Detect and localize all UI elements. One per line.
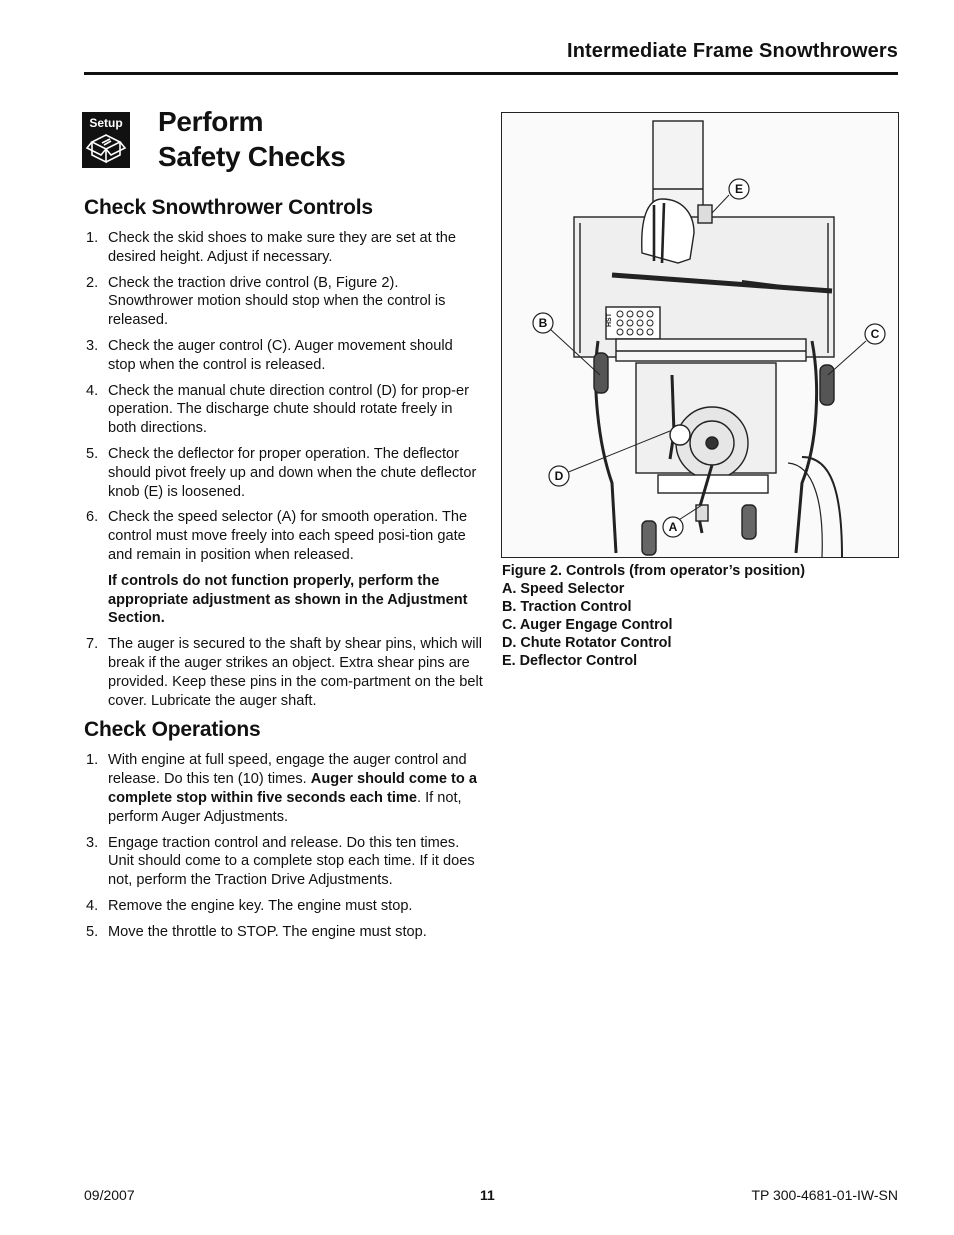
list-text: Check the skid shoes to make sure they are set at the desired height. Adjust if necessary. — [108, 230, 456, 265]
snowthrower-controls-illustration — [502, 113, 898, 557]
list-item — [84, 897, 484, 916]
controls-checklist — [84, 229, 484, 565]
list-text: Check the deflector for proper operation. The deflector should pivot freely up and down when the chute deflector knob (E) is loosened. — [108, 445, 477, 500]
page-title — [158, 104, 346, 174]
setup-icon-label: Setup — [89, 116, 123, 130]
list-text-bold: Auger should come to a complete stop within five seconds each time — [108, 771, 478, 806]
callout-a: A — [668, 520, 678, 534]
panel-label: HST — [606, 313, 613, 327]
operations-section — [84, 718, 484, 941]
list-number: 4. — [86, 382, 99, 399]
list-number: 2. — [86, 274, 99, 291]
list-text: Check the manual chute direction control (D) for prop-er operation. The discharge chute should rotate freely in both directions. — [108, 382, 469, 437]
list-number: 3. — [86, 834, 99, 851]
section-heading-controls: Check Snowthrower Controls — [84, 196, 373, 219]
operations-checklist — [84, 751, 484, 941]
callout-d: D — [554, 469, 564, 483]
page-number: 11 — [480, 1187, 495, 1203]
list-item — [84, 834, 484, 890]
list-item — [84, 229, 484, 267]
list-text: With engine at full speed, engage the auger control and release. Do this ten (10) times. — [108, 752, 467, 788]
list-item — [84, 445, 484, 501]
list-number: 5. — [86, 445, 99, 462]
list-number: 4. — [86, 897, 99, 914]
running-header: Intermediate Frame Snowthrowers — [567, 40, 898, 62]
left-column — [84, 196, 484, 949]
section-heading-operations: Check Operations — [84, 718, 261, 742]
caption-line-b: B. Traction Control — [502, 599, 632, 615]
list-number: 6. — [86, 509, 99, 526]
list-number: 1. — [86, 230, 99, 246]
adjustment-note: If controls do not function properly, perform the appropriate adjustment as shown in the Adjustment Section. — [108, 572, 468, 627]
list-item — [84, 751, 484, 826]
header-rule — [84, 72, 898, 75]
list-text: Remove the engine key. The engine must stop. — [108, 897, 413, 914]
page-title-line2: Safety Checks — [158, 141, 346, 172]
caption-line-a: A. Speed Selector — [502, 581, 625, 597]
list-number: 7. — [86, 636, 99, 653]
callout-c: C — [870, 327, 880, 341]
list-text: Engage traction control and release. Do this ten times. Unit should come to a complete stop each time. If it does not, perform the Traction Drive Adjustments. — [108, 834, 475, 889]
setup-box-icon — [82, 112, 130, 168]
list-item — [84, 274, 484, 330]
callout-e: E — [734, 182, 744, 196]
controls-checklist-continued — [84, 635, 484, 710]
list-item — [84, 508, 484, 564]
list-text: . If not, perform Auger Adjustments. — [108, 789, 462, 825]
list-item — [84, 923, 484, 942]
controls-figure — [501, 112, 899, 558]
list-number: 3. — [86, 337, 99, 354]
document-number: TP 300-4681-01-IW-SN — [751, 1187, 898, 1203]
list-number: 5. — [86, 923, 99, 940]
caption-line-d: D. Chute Rotator Control — [502, 635, 672, 651]
list-item — [84, 635, 484, 710]
caption-line-e: E. Deflector Control — [502, 653, 638, 669]
list-text: The auger is secured to the shaft by shear pins, which will break if the auger strikes an object. Extra shear pins are provided. Keep these pins in the com-partment on the belt cover. Lubricate the auger shaft. — [108, 636, 483, 709]
figure-caption — [502, 562, 898, 670]
caption-title: Figure 2. Controls (from operator’s position) — [502, 563, 806, 579]
list-text: Check the speed selector (A) for smooth operation. The control must move freely into each speed posi-tion gate and remain in position when released. — [108, 509, 468, 563]
list-number: 1. — [86, 752, 99, 769]
footer-date: 09/2007 — [84, 1187, 135, 1203]
page-title-line1: Perform — [158, 106, 264, 137]
list-item — [84, 382, 484, 438]
list-item — [84, 337, 484, 375]
callout-b: B — [538, 316, 548, 330]
list-text: Move the throttle to STOP. The engine must stop. — [108, 923, 427, 940]
list-text: Check the traction drive control (B, Figure 2). Snowthrower motion should stop when the control is released. — [108, 274, 446, 329]
caption-line-c: C. Auger Engage Control — [502, 617, 673, 633]
list-text: Check the auger control (C). Auger movement should stop when the control is released. — [108, 337, 453, 373]
